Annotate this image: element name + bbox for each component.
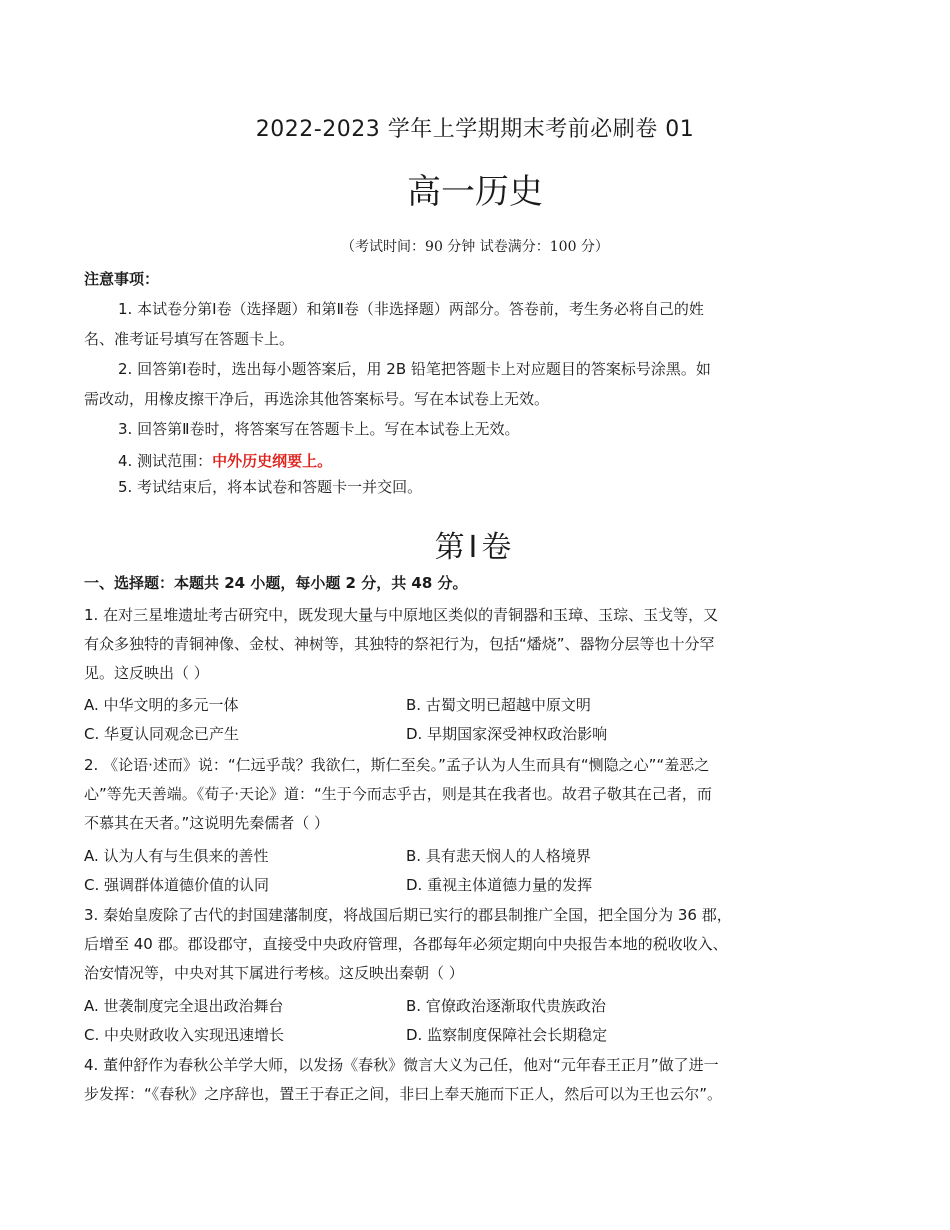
- option-a: A. 认为人有与生俱来的善性: [84, 847, 269, 865]
- question-line: 2. 《论语·述而》说：“仁远乎哉？我欲仁，斯仁至矣。”孟子认为人生而具有“恻隐之心”“羞恶之: [84, 756, 710, 774]
- question-line: 步发挥：“《春秋》之序辞也，置王于春正之间，非曰上奉天施而下正人，然后可以为王也云尔”。: [84, 1085, 723, 1103]
- notes-heading: 注意事项：: [84, 270, 160, 288]
- note-line: 需改动，用橡皮擦干净后，再选涂其他答案标号。写在本试卷上无效。: [84, 390, 550, 408]
- option-a: A. 中华文明的多元一体: [84, 696, 239, 714]
- question-line: 4. 董仲舒作为春秋公羊学大师，以发扬《春秋》微言大义为己任，他对“元年春王正月”做了进一: [84, 1056, 719, 1074]
- time-info: （考试时间：90 分钟 试卷满分：100 分）: [341, 239, 609, 255]
- option-b: B. 官僚政治逐渐取代贵族政治: [406, 997, 606, 1015]
- subject-title: 高一历史: [407, 172, 543, 212]
- option-d: D. 早期国家深受神权政治影响: [406, 725, 608, 743]
- option-b: B. 古蜀文明已超越中原文明: [406, 696, 591, 714]
- note-line: 5. 考试结束后，将本试卷和答题卡一并交回。: [118, 478, 423, 496]
- option-d: D. 重视主体道德力量的发挥: [406, 876, 593, 894]
- option-d: D. 监察制度保障社会长期稳定: [406, 1026, 608, 1044]
- part-heading: 一、选择题：本题共 24 小题，每小题 2 分，共 48 分。: [84, 574, 468, 592]
- option-b: B. 具有悲天悯人的人格境界: [406, 847, 591, 865]
- section-title: 第Ⅰ卷: [434, 530, 516, 565]
- option-a: A. 世袭制度完全退出政治舞台: [84, 997, 284, 1015]
- note-test-scope: [118, 450, 332, 471]
- question-line: 有众多独特的青铜神像、金杖、神树等，其独特的祭祀行为，包括“燔烧”、器物分层等也十分罕: [84, 635, 715, 653]
- note-line: 2. 回答第Ⅰ卷时，选出每小题答案后，用 2B 铅笔把答题卡上对应题目的答案标号涂黑。如: [118, 360, 711, 378]
- exam-title: 2022-2023 学年上学期期末考前必刷卷 01: [255, 117, 695, 142]
- question-line: 不慕其在天者。”这说明先秦儒者（ ）: [84, 814, 330, 832]
- note-line: 名、准考证号填写在答题卡上。: [84, 330, 295, 348]
- question-line: 3. 秦始皇废除了古代的封国建藩制度，将战国后期已实行的郡县制推广全国，把全国分为 36 郡，: [84, 906, 732, 924]
- question-line: 1. 在对三星堆遗址考古研究中，既发现大量与中原地区类似的青铜器和玉璋、玉琮、玉戈等，又: [84, 606, 719, 624]
- question-line: 见。这反映出（ ）: [84, 664, 209, 682]
- note-scope-prefix: 4. 测试范围：: [118, 452, 213, 470]
- question-line: 治安情况等，中央对其下属进行考核。这反映出秦朝（ ）: [84, 964, 464, 982]
- note-line: 1. 本试卷分第Ⅰ卷（选择题）和第Ⅱ卷（非选择题）两部分。答卷前，考生务必将自己的姓: [118, 300, 704, 318]
- option-c: C. 中央财政收入实现迅速增长: [84, 1026, 285, 1044]
- option-c: C. 华夏认同观念已产生: [84, 725, 240, 743]
- note-scope-highlight: 中外历史纲要上。: [212, 452, 333, 470]
- note-line: 3. 回答第Ⅱ卷时，将答案写在答题卡上。写在本试卷上无效。: [118, 420, 520, 438]
- question-line: 心”等先天善端。《荀子·天论》道：“生于今而志乎古，则是其在我者也。故君子敬其在己者，而: [84, 785, 712, 803]
- option-c: C. 强调群体道德价值的认同: [84, 876, 270, 894]
- question-line: 后增至 40 郡。郡设郡守，直接受中央政府管理，各郡每年必须定期向中央报告本地的税收收入、: [84, 935, 728, 953]
